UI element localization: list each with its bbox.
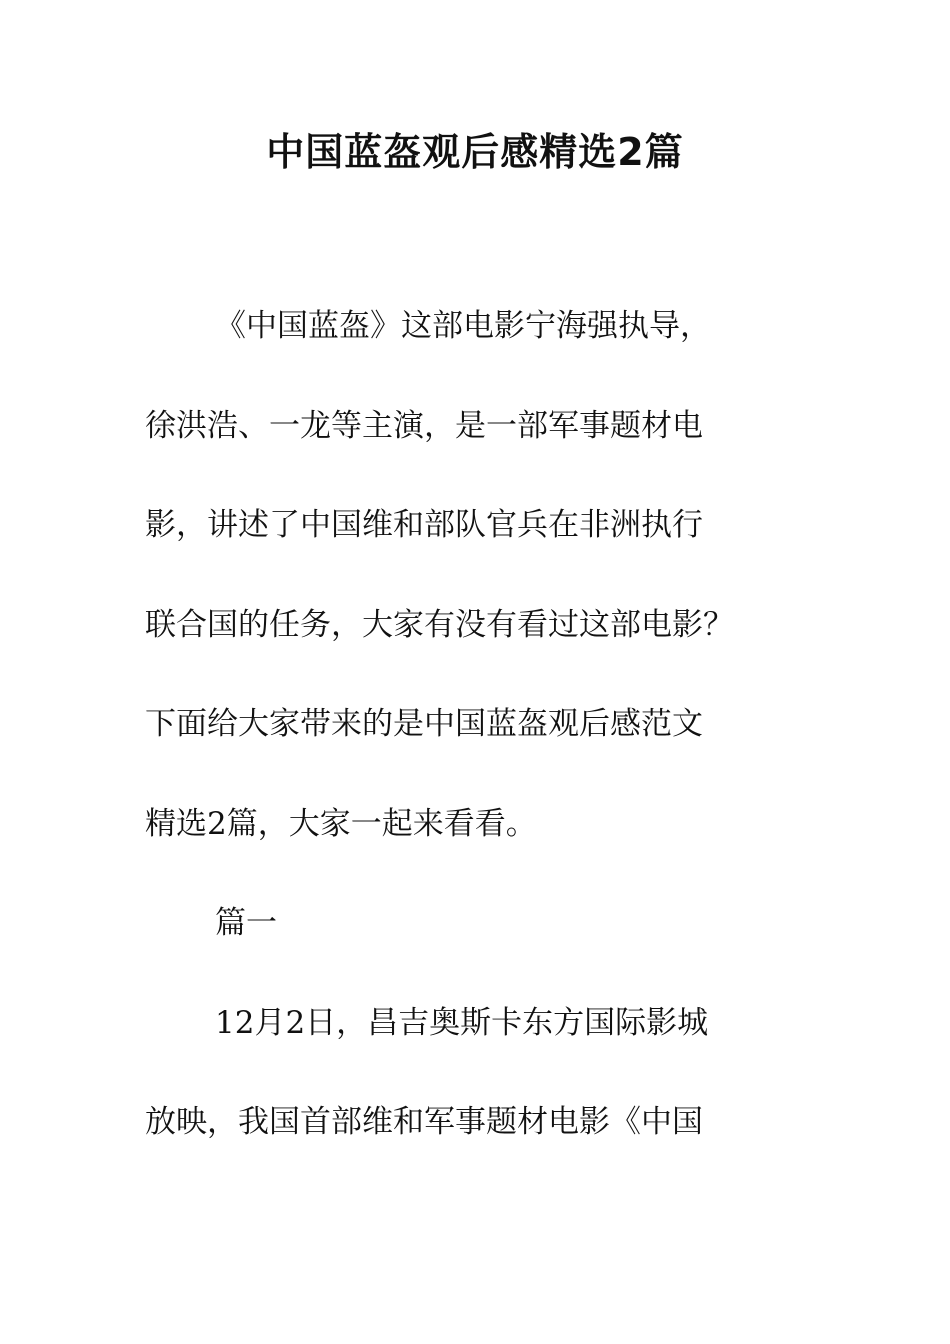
paragraph-line: 放映，我国首部维和军事题材电影《中国 [145, 1104, 703, 1140]
paragraph-line: 《中国蓝盔》这部电影宁海强执导， [215, 308, 711, 344]
paragraph-line: 12月2日，昌吉奥斯卡东方国际影城 [215, 1005, 709, 1041]
document-title: 中国蓝盔观后感精选2篇 [266, 130, 684, 174]
paragraph-line: 精选2篇，大家一起来看看。 [145, 806, 537, 842]
paragraph-line: 徐洪浩、一龙等主演，是一部军事题材电 [145, 408, 703, 444]
paragraph-line: 影，讲述了中国维和部队官兵在非洲执行 [145, 507, 703, 543]
paragraph-line: 下面给大家带来的是中国蓝盔观后感范文 [145, 706, 703, 742]
section-heading: 篇一 [215, 905, 277, 941]
paragraph-line: 联合国的任务，大家有没有看过这部电影？ [145, 607, 734, 643]
